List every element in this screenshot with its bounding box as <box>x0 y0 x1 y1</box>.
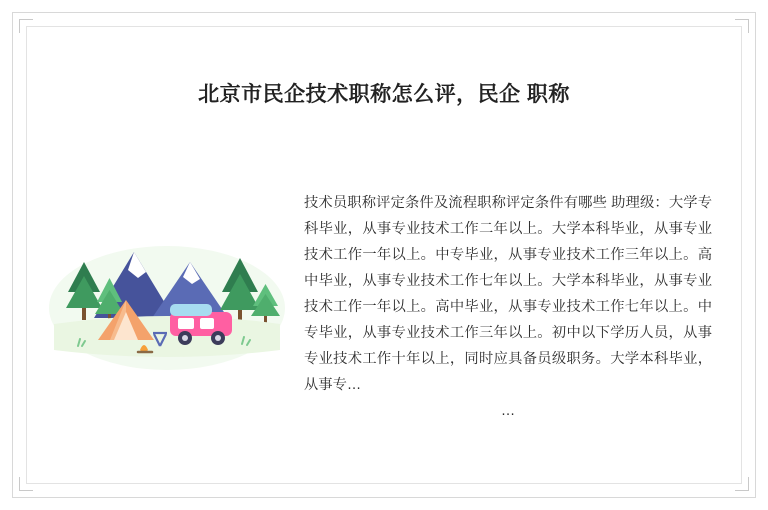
article-paragraph: 技术员职称评定条件及流程职称评定条件有哪些 助理级：大学专科毕业，从事专业技术工作二年以上。大学本科毕业，从事专业技术工作一年以上。中专毕业，从事专业技术工作三年以上。高中毕业，从事专业技术工作七年以上。大学本科毕业，从事专业技术工作一年以上。高中毕业，从事专业技术工作七年以上。中专毕业，从事专业技术工作三年以上。初中以下学历人员，从事专业技术工作十年以上，同时应具备员级职务。大学本科毕业，从事专… <box>304 195 712 393</box>
corner-mark-top-right <box>735 19 749 33</box>
camping-scene-illustration <box>42 190 292 385</box>
truncation-ellipsis: … <box>500 403 516 419</box>
corner-mark-top-left <box>19 19 33 33</box>
page-title: 北京市民企技术职称怎么评，民企 职称 <box>198 83 570 106</box>
article-body <box>292 190 726 424</box>
article-content <box>42 190 726 480</box>
illustration-svg <box>42 200 292 380</box>
corner-mark-bottom-right <box>735 477 749 491</box>
corner-mark-bottom-left <box>19 477 33 491</box>
